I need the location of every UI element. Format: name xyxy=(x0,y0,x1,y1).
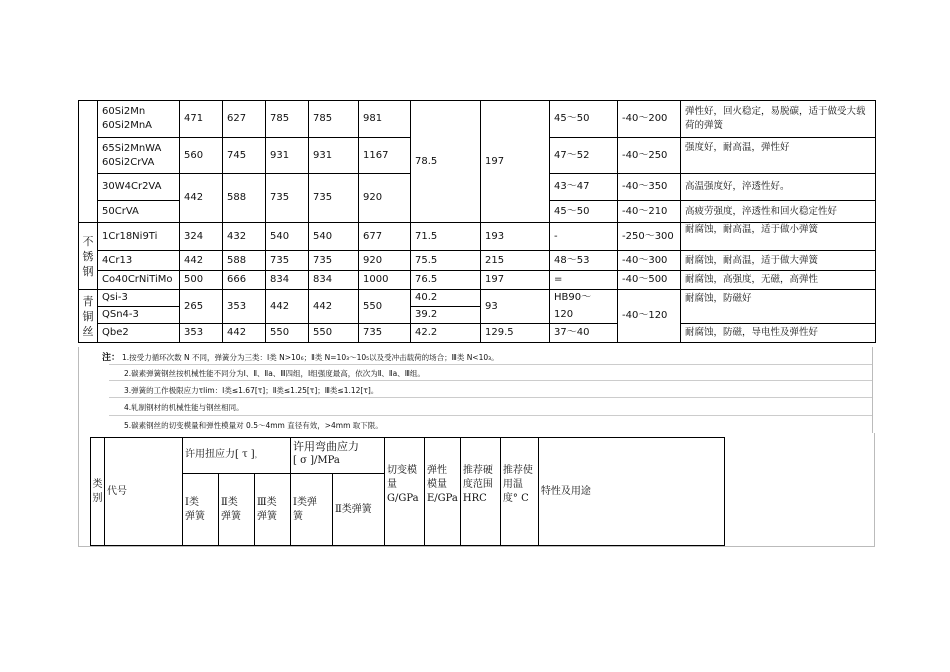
value-cell: 785 xyxy=(309,101,359,138)
table-row xyxy=(79,290,876,307)
code-cell: Co40CrNiTiMo xyxy=(98,271,180,290)
shear-modulus-cell: 39.2 xyxy=(411,307,481,324)
hardness-cell: 48～53 xyxy=(550,251,618,271)
code-cell: 4Cr13 xyxy=(98,251,180,271)
temperature-header: 推荐使 用温 度° C xyxy=(500,438,538,546)
elastic-header: 弹性 模量 E/GPa xyxy=(425,438,461,546)
hardness-cell: HB90～ xyxy=(550,290,618,307)
temperature-cell: -40～120 xyxy=(618,290,681,343)
property-cell: 耐腐蚀，耐高温，适于做小弹簧 xyxy=(681,223,876,251)
value-cell: 442 xyxy=(180,174,223,223)
elastic-modulus-cell: 193 xyxy=(481,223,550,251)
note-3: 3.弹簧的工作极限应力τlim：Ⅰ类≤1.67[τ]；Ⅱ类≤1.25[τ]；Ⅲ类≤1.12[τ]。 xyxy=(124,386,379,395)
value-cell: 588 xyxy=(223,251,266,271)
hardness-cell: 43～47 xyxy=(550,174,618,201)
hardness-cell: 47～52 xyxy=(550,138,618,174)
divider xyxy=(109,380,872,381)
shear-modulus-cell: 71.5 xyxy=(411,223,481,251)
divider xyxy=(109,397,872,398)
code-cell: 60Si2MnA xyxy=(102,120,153,131)
value-cell: 834 xyxy=(266,271,309,290)
value-cell: 540 xyxy=(309,223,359,251)
value-cell: 550 xyxy=(266,324,309,343)
bending-header: 许用弯曲应力 [ σ ]/MPa xyxy=(291,438,385,474)
property-cell: 强度好，耐高温，弹性好 xyxy=(681,138,876,174)
value-cell: 432 xyxy=(223,223,266,251)
value-cell: 442 xyxy=(180,251,223,271)
shear-modulus-cell: 76.5 xyxy=(411,271,481,290)
hardness-cell: 120 xyxy=(550,307,618,324)
code-cell: Qbe2 xyxy=(98,324,180,343)
code-cell: 30W4Cr2VA xyxy=(98,174,180,201)
divider xyxy=(109,415,872,416)
table-row xyxy=(79,251,876,271)
class2-header: Ⅱ类 弹簧 xyxy=(219,474,255,546)
value-cell: 550 xyxy=(359,290,411,324)
notes-label: 注： xyxy=(102,353,121,363)
value-cell: 834 xyxy=(309,271,359,290)
class1-header: Ⅰ类 弹簧 xyxy=(183,474,219,546)
hardness-cell: 45～50 xyxy=(550,101,618,138)
value-cell: 920 xyxy=(359,251,411,271)
hardness-cell: - xyxy=(550,223,618,251)
hardness-header: 推荐硬 度范围 HRC xyxy=(460,438,500,546)
code-cell: 50CrVA xyxy=(98,201,180,223)
shear-modulus-cell: 40.2 xyxy=(411,290,481,307)
elastic-modulus-cell: 93 xyxy=(481,290,550,324)
hardness-cell: 45～50 xyxy=(550,201,618,223)
class3-header: Ⅲ类 弹簧 xyxy=(255,474,291,546)
value-cell: 560 xyxy=(180,138,223,174)
category-cell-carbon xyxy=(79,101,98,223)
property-cell: 耐腐蚀，防磁好 xyxy=(681,290,876,324)
code-cell: QSn4-3 xyxy=(98,307,180,324)
value-cell: 1167 xyxy=(359,138,411,174)
value-cell: 353 xyxy=(180,324,223,343)
value-cell: 442 xyxy=(266,290,309,324)
temperature-cell: -40～250 xyxy=(618,138,681,174)
value-cell: 735 xyxy=(359,324,411,343)
divider xyxy=(109,364,872,365)
value-cell: 666 xyxy=(223,271,266,290)
category-header: 类 别 xyxy=(91,438,105,546)
value-cell: 540 xyxy=(266,223,309,251)
notes-section xyxy=(78,347,873,433)
value-cell: 920 xyxy=(359,174,411,223)
torsion-header: 许用扭应力[ τ ]， xyxy=(183,438,291,474)
value-cell: 785 xyxy=(266,101,309,138)
temperature-cell: -250～300 xyxy=(618,223,681,251)
value-cell: 324 xyxy=(180,223,223,251)
value-cell: 627 xyxy=(223,101,266,138)
value-cell: 550 xyxy=(309,324,359,343)
value-cell: 500 xyxy=(180,271,223,290)
shear-modulus-cell: 42.2 xyxy=(411,324,481,343)
value-cell: 1000 xyxy=(359,271,411,290)
property-cell: 高温强度好，淬透性好。 xyxy=(681,174,876,201)
table-row xyxy=(79,324,876,343)
hardness-cell: = xyxy=(550,271,618,290)
code-cell: 60Si2CrVA xyxy=(102,156,155,168)
note-4: 4.轧制钢材的机械性能与钢丝相同。 xyxy=(124,403,244,412)
temperature-cell: -40～300 xyxy=(618,251,681,271)
value-cell: 442 xyxy=(223,324,266,343)
note-2: 2.碳素弹簧钢丝按机械性能不同分为Ⅰ、Ⅱ、Ⅱa、Ⅲ四组，Ⅰ组强度最高，依次为Ⅱ、Ⅱa、Ⅲ组。 xyxy=(124,369,425,378)
temperature-cell: -40～350 xyxy=(618,174,681,201)
temperature-cell: -40～200 xyxy=(618,101,681,138)
category-cell-stainless: 不 锈 钢 xyxy=(79,223,98,290)
code-cell: Qsi-3 xyxy=(98,290,180,307)
value-cell: 265 xyxy=(180,290,223,324)
bending-class2-header: Ⅱ类弹簧 xyxy=(333,474,385,546)
value-cell: 442 xyxy=(309,290,359,324)
value-cell: 677 xyxy=(359,223,411,251)
value-cell: 931 xyxy=(309,138,359,174)
value-cell: 588 xyxy=(223,174,266,223)
shear-modulus-cell: 75.5 xyxy=(411,251,481,271)
property-cell: 弹性好，回火稳定，易脱碳，适于做受大载荷的弹簧 xyxy=(681,101,876,138)
elastic-modulus-cell: 197 xyxy=(481,271,550,290)
code-cell: 1Cr18Ni9Ti xyxy=(98,223,180,251)
value-cell: 735 xyxy=(266,251,309,271)
code-header: 代号 xyxy=(105,438,183,546)
property-cell: 高疲劳强度，淬透性和回火稳定性好 xyxy=(681,201,876,223)
category-cell-bronze: 青 铜 丝 xyxy=(79,290,98,343)
spring-header-table xyxy=(90,437,725,546)
value-cell: 471 xyxy=(180,101,223,138)
property-header: 特性及用途 xyxy=(538,438,724,546)
table-row xyxy=(91,438,725,474)
elastic-modulus-cell: 129.5 xyxy=(481,324,550,343)
table-row xyxy=(79,223,876,251)
elastic-modulus-cell: 215 xyxy=(481,251,550,271)
temperature-cell: -40～210 xyxy=(618,201,681,223)
value-cell: 735 xyxy=(309,251,359,271)
property-cell: 耐腐蚀，高强度，无磁，高弹性 xyxy=(681,271,876,290)
shear-modulus-cell: 78.5 xyxy=(411,101,481,223)
value-cell: 735 xyxy=(266,174,309,223)
value-cell: 353 xyxy=(223,290,266,324)
shear-header: 切变模 量 G/GPa xyxy=(385,438,425,546)
table-row xyxy=(79,271,876,290)
hardness-cell: 37～40 xyxy=(550,324,618,343)
value-cell: 745 xyxy=(223,138,266,174)
property-cell: 耐腐蚀，耐高温，适于做大弹簧 xyxy=(681,251,876,271)
value-cell: 981 xyxy=(359,101,411,138)
value-cell: 931 xyxy=(266,138,309,174)
elastic-modulus-cell: 197 xyxy=(481,101,550,223)
bending-class1-header: Ⅰ类弹 簧 xyxy=(291,474,333,546)
property-cell: 耐腐蚀，防磁，导电性及弹性好 xyxy=(681,324,876,343)
spring-material-table xyxy=(78,100,876,343)
note-5: 5.碳素钢丝的切变模量和弹性模量对 0.5～4mm 直径有效，>4mm 取下限。 xyxy=(124,421,383,430)
temperature-cell: -40～500 xyxy=(618,271,681,290)
code-cell: 65Si2MnWA xyxy=(102,142,162,154)
table-row xyxy=(79,101,876,138)
value-cell: 735 xyxy=(309,174,359,223)
note-1: 1.按受力循环次数 N 不同，弹簧分为三类：Ⅰ类 N>10₆；Ⅱ类 N=10₃～10₅以及受冲击载荷的场合；Ⅲ类 N<10₃。 xyxy=(122,353,499,362)
code-cell: 60Si2Mn xyxy=(102,106,146,117)
